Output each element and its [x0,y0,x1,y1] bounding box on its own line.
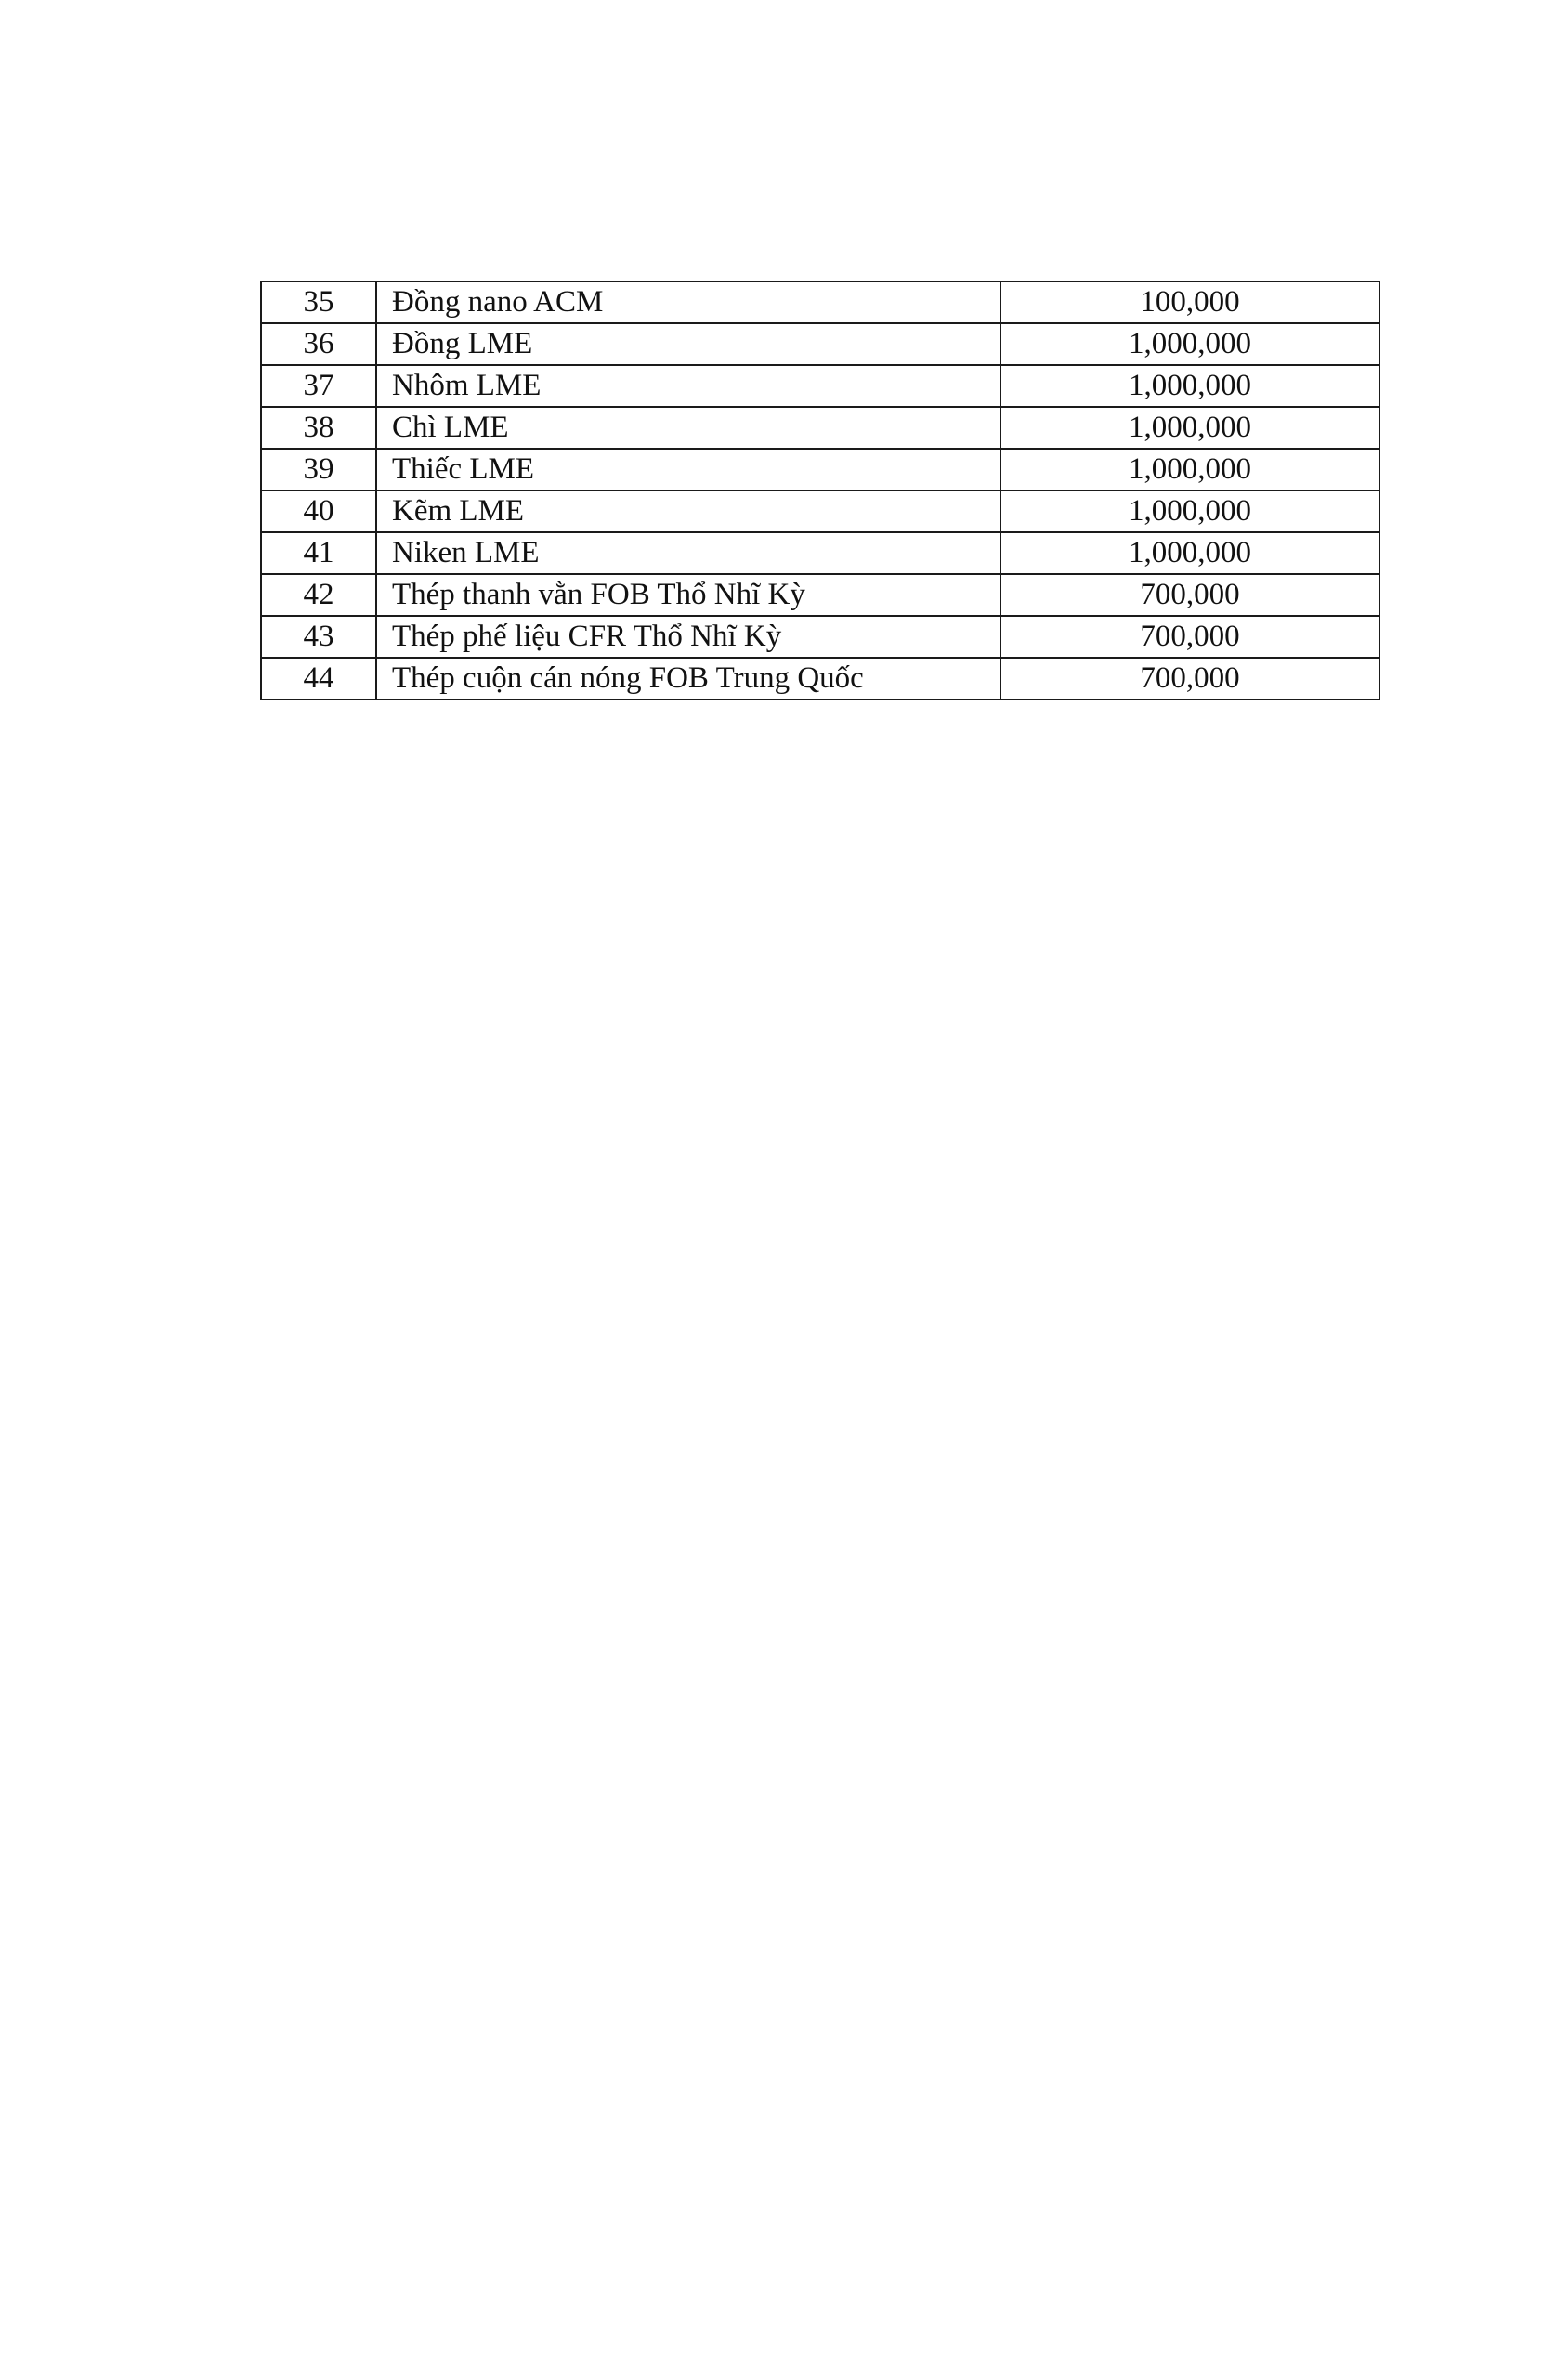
commodity-name-cell: Thép thanh vằn FOB Thổ Nhĩ Kỳ [376,574,1000,616]
row-number-cell: 43 [261,616,376,658]
value-cell: 700,000 [1000,616,1379,658]
commodity-name-cell: Đồng LME [376,323,1000,365]
row-number-cell: 39 [261,449,376,490]
commodity-name-cell: Niken LME [376,532,1000,574]
table-row [261,616,1379,658]
row-number-cell: 40 [261,490,376,532]
table-row [261,323,1379,365]
commodity-name-cell: Thép cuộn cán nóng FOB Trung Quốc [376,658,1000,699]
table-row [261,574,1379,616]
value-cell: 100,000 [1000,281,1379,323]
row-number-cell: 36 [261,323,376,365]
value-cell: 1,000,000 [1000,365,1379,407]
value-cell: 1,000,000 [1000,449,1379,490]
table-body [261,281,1379,699]
table-row [261,365,1379,407]
table-row [261,490,1379,532]
row-number-cell: 35 [261,281,376,323]
value-cell: 1,000,000 [1000,323,1379,365]
row-number-cell: 42 [261,574,376,616]
table-row [261,281,1379,323]
commodity-name-cell: Nhôm LME [376,365,1000,407]
value-cell: 700,000 [1000,658,1379,699]
row-number-cell: 41 [261,532,376,574]
commodity-table [260,281,1380,700]
commodity-name-cell: Chì LME [376,407,1000,449]
value-cell: 1,000,000 [1000,490,1379,532]
commodity-name-cell: Đồng nano ACM [376,281,1000,323]
data-table-container [260,281,1379,700]
table-row [261,449,1379,490]
row-number-cell: 44 [261,658,376,699]
value-cell: 1,000,000 [1000,407,1379,449]
value-cell: 1,000,000 [1000,532,1379,574]
value-cell: 700,000 [1000,574,1379,616]
row-number-cell: 37 [261,365,376,407]
commodity-name-cell: Thép phế liệu CFR Thổ Nhĩ Kỳ [376,616,1000,658]
table-row [261,658,1379,699]
table-row [261,532,1379,574]
table-row [261,407,1379,449]
row-number-cell: 38 [261,407,376,449]
commodity-name-cell: Thiếc LME [376,449,1000,490]
commodity-name-cell: Kẽm LME [376,490,1000,532]
